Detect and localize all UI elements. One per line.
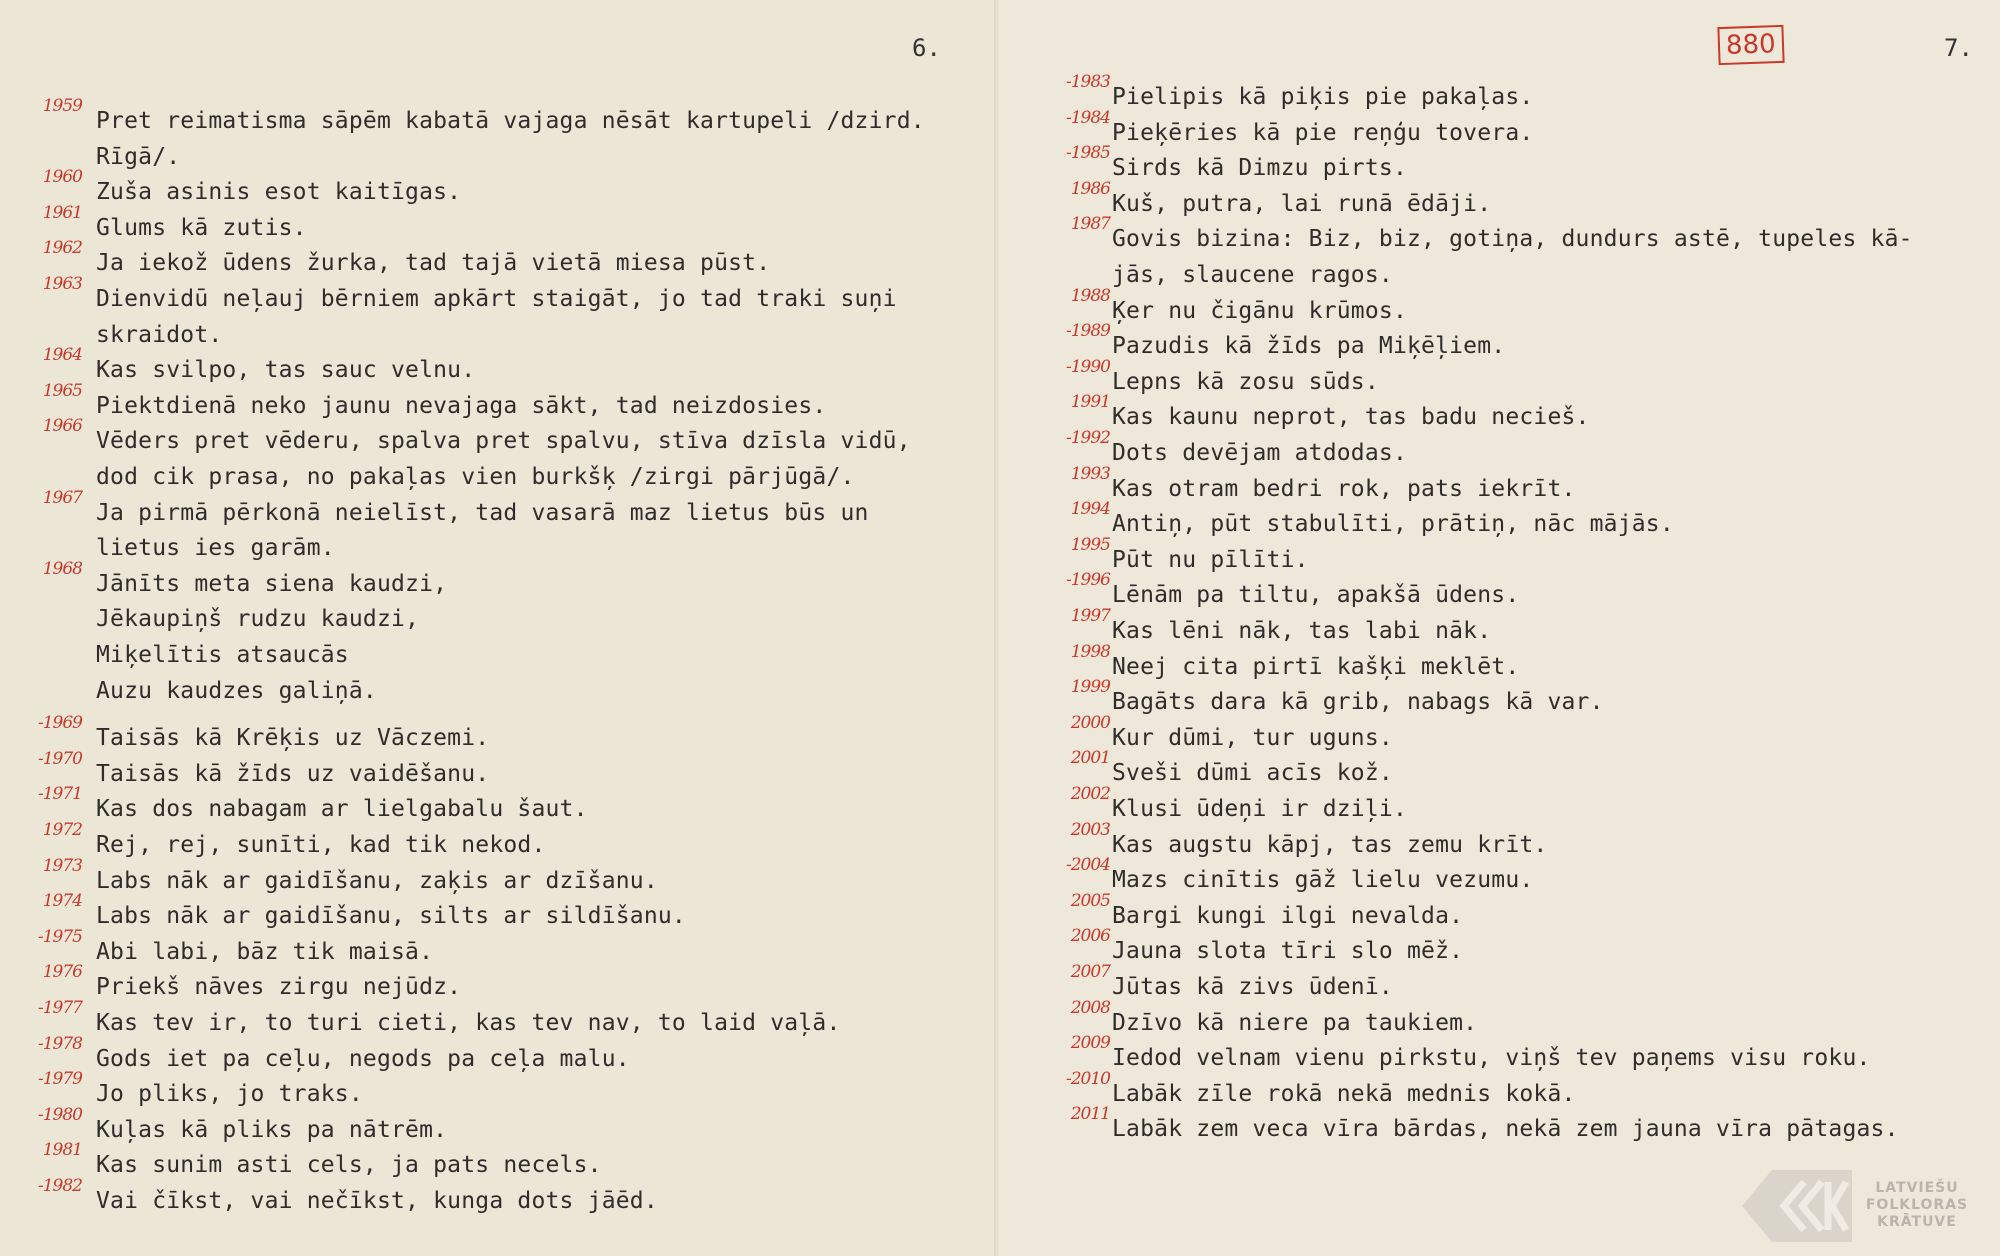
entry-number: 2007 (1070, 962, 1110, 982)
right-page (1000, 0, 2000, 1256)
entry-text-line: Kuš, putra, lai runā ēdāji. (1112, 190, 1492, 217)
entry-text-line: Pielipis kā piķis pie pakaļas. (1112, 84, 1534, 110)
entry-text-line: Kas otram bedri rok, pats iekrīt. (1112, 475, 1576, 502)
entry-text-line: Lepns kā zosu sūds. (1112, 368, 1379, 395)
entry-number: 1999 (1070, 677, 1110, 698)
entry-text-line: Taisās kā žīds uz vaidēšanu. (96, 760, 490, 787)
entry-number: 1959 (42, 96, 82, 116)
entry-number: 2006 (1070, 926, 1110, 947)
entry-text-line: Abi labi, bāz tik maisā. (96, 938, 434, 965)
entry-text-line: Neej cita pirtī kašķi meklēt. (1112, 653, 1520, 680)
entry-number: -1989 (1065, 321, 1110, 342)
entry-text-line: Mazs cinītis gāž lielu vezumu. (1112, 867, 1534, 894)
entry-number: -1971 (37, 784, 82, 805)
entry-number: 1986 (1070, 178, 1110, 199)
entry-text-line: Kas dos nabagam ar lielgabalu šaut. (96, 796, 588, 823)
logo-line: KRĀTUVE (1877, 1214, 1957, 1230)
entry-text-line: Kas augstu kāpj, tas zemu krīt. (1112, 831, 1548, 858)
entry-number: -1996 (1065, 570, 1110, 591)
entry-text-line: Kas lēni nāk, tas labi nāk. (1112, 618, 1492, 644)
entry-text-line: Bagāts dara kā grib, nabags kā var. (1112, 689, 1604, 716)
entry-text-line: Piektdienā neko jaunu nevajaga sākt, tad neizdosies. (96, 392, 827, 419)
entry-number: -1992 (1065, 428, 1110, 448)
entry-text-line: Govis bizina: Biz, biz, gotiņa, dundurs astē, tupeles kā- (1112, 226, 1913, 253)
entry-text-line: Kuļas kā pliks pa nātrēm. (96, 1116, 448, 1143)
entry-text-line: Jo pliks, jo traks. (96, 1081, 363, 1108)
entry-text-line: Auzu kaudzes galiņā. (96, 677, 377, 704)
entry-number: -2010 (1065, 1068, 1110, 1089)
entry-text-line: Miķelītis atsaucās (96, 641, 349, 668)
entry-text-line: Glums kā zutis. (96, 214, 307, 241)
logo-line: LATVIEŠU (1875, 1180, 1959, 1196)
entry-text-line: Pret reimatisma sāpēm kabatā vajaga nēsāt kartupeli /dzird. (96, 108, 925, 134)
entry-number: -1977 (37, 998, 82, 1018)
entry-text-line: Taisās kā Krēķis uz Vāczemi. (96, 725, 490, 752)
entry-number: 1964 (42, 345, 82, 366)
entry-number: -1984 (1065, 107, 1110, 128)
entry-number: 1994 (1070, 499, 1110, 520)
entry-number: -1970 (37, 748, 82, 769)
entry-text-line: Sveši dūmi acīs kož. (1112, 760, 1393, 787)
entry-number: 1991 (1070, 392, 1110, 413)
entry-text-line: Vai čīkst, vai nečīkst, kunga dots jāēd. (96, 1188, 658, 1214)
entry-text-line: Kas tev ir, to turi cieti, kas tev nav, to laid vaļā. (96, 1010, 841, 1036)
lfk-logo-icon (1742, 1170, 1852, 1242)
entry-number: 2008 (1070, 997, 1110, 1018)
entry-text-line: Kas kaunu neprot, tas badu necieš. (1112, 404, 1590, 431)
entry-text-line: Jēkaupiņš rudzu kaudzi, (96, 606, 420, 633)
entry-number: 1965 (42, 380, 82, 401)
entry-text-line: Pūt nu pīlīti. (1112, 546, 1309, 573)
entry-number: 1976 (42, 962, 82, 983)
entry-text-line: Rīgā/. (96, 143, 181, 170)
entry-text-line: Pazudis kā žīds pa Miķēļiem. (1112, 333, 1506, 360)
entry-number: 2009 (1070, 1033, 1110, 1054)
entry-text-line: Ja iekož ūdens žurka, tad tajā vietā miesa pūst. (96, 250, 771, 277)
page-number: 6. (912, 34, 941, 62)
entry-number: -1979 (37, 1069, 82, 1090)
entry-text-line: Klusi ūdeņi ir dziļi. (1112, 796, 1407, 822)
entry-text-line: Ja pirmā pērkonā neielīst, tad vasarā maz lietus būs un (96, 499, 869, 526)
entry-number: 2005 (1070, 890, 1110, 911)
entry-number: 2002 (1070, 784, 1110, 804)
entry-text-line: Kas svilpo, tas sauc velnu. (96, 357, 476, 384)
logo-text (1854, 1180, 1980, 1231)
entry-number: -1980 (37, 1104, 82, 1125)
entry-number: 2000 (1070, 712, 1110, 733)
entry-number: 2011 (1070, 1104, 1110, 1125)
entry-text-line: jās, slaucene ragos. (1112, 261, 1393, 288)
entry-text-line: Sirds kā Dimzu pirts. (1112, 155, 1407, 182)
entry-text-line: Kas sunim asti cels, ja pats necels. (96, 1152, 602, 1179)
entry-number: -1982 (37, 1176, 82, 1196)
entry-text-line: Jūtas kā zivs ūdenī. (1112, 974, 1393, 1000)
entry-text-line: Vēders pret vēderu, spalva pret spalvu, stīva dzīsla vidū, (96, 428, 911, 455)
entry-number: 1973 (42, 855, 82, 876)
entry-number: 1997 (1070, 606, 1110, 626)
entry-number: 1963 (42, 274, 82, 294)
entry-number: 1998 (1070, 641, 1110, 662)
entry-text-line: Rej, rej, sunīti, kad tik nekod. (96, 832, 546, 858)
entry-text-line: Labs nāk ar gaidīšanu, zaķis ar dzīšanu. (96, 867, 658, 894)
entry-number: 1967 (42, 487, 82, 508)
entry-number: 1987 (1070, 214, 1110, 235)
entry-number: 1995 (1070, 534, 1110, 555)
entry-number: 1993 (1070, 463, 1110, 484)
entry-text-line: dod cik prasa, no pakaļas vien burkšķ /zirgi pārjūgā/. (96, 463, 855, 490)
entry-number: -1985 (1065, 143, 1110, 164)
logo-line: FOLKLORAS (1865, 1197, 1969, 1213)
archive-page-number: 880 (1717, 25, 1784, 65)
entry-text-line: Iedod velnam vienu pirkstu, viņš tev paņems visu roku. (1112, 1045, 1871, 1072)
entry-number: -1990 (1065, 356, 1110, 377)
entry-number: 1960 (42, 167, 82, 188)
entry-text-line: Labs nāk ar gaidīšanu, silts ar sildīšanu. (96, 903, 686, 930)
entry-text-line: Antiņ, pūt stabulīti, prātiņ, nāc mājās. (1112, 511, 1674, 538)
entry-text-line: Ķer nu čigānu krūmos. (1112, 297, 1407, 324)
entry-text-line: Lēnām pa tiltu, apakšā ūdens. (1112, 582, 1520, 609)
entry-number: 1962 (42, 238, 82, 259)
entry-number: 1988 (1070, 285, 1110, 306)
entry-text-line: Zuša asinis esot kaitīgas. (96, 179, 462, 206)
entry-text-line: Bargi kungi ilgi nevalda. (1112, 902, 1464, 929)
entry-number: 1981 (42, 1140, 82, 1161)
entry-number: -1975 (37, 926, 82, 947)
entry-number: -1978 (37, 1033, 82, 1054)
entry-number: -1983 (1065, 72, 1110, 92)
entry-number: -2004 (1065, 855, 1110, 876)
entry-number: 2001 (1070, 748, 1110, 769)
entry-text-line: Jānīts meta siena kaudzi, (96, 570, 448, 597)
entry-text-line: Labāk zīle rokā nekā mednis kokā. (1112, 1080, 1576, 1107)
entry-text-line: Dzīvo kā niere pa taukiem. (1112, 1009, 1478, 1036)
entry-text-line: Gods iet pa ceļu, negods pa ceļa malu. (96, 1045, 630, 1072)
entry-number: 1961 (42, 202, 82, 223)
entry-text-line: Labāk zem veca vīra bārdas, nekā zem jauna vīra pātagas. (1112, 1116, 1899, 1143)
entry-number: -1969 (37, 713, 82, 734)
entry-text-line: skraidot. (96, 321, 223, 348)
entry-text-line: Pieķēries kā pie reņģu tovera. (1112, 119, 1534, 146)
entry-text-line: Dienvidū neļauj bērniem apkārt staigāt, jo tad traki suņi (96, 286, 897, 312)
entry-text-line: Dots devējam atdodas. (1112, 440, 1407, 466)
entry-text-line: Jauna slota tīri slo mēž. (1112, 938, 1464, 965)
entry-number: 1968 (42, 558, 82, 579)
archive-logo (1742, 1170, 1980, 1242)
entry-number: 1966 (42, 416, 82, 437)
entry-number: 1972 (42, 820, 82, 840)
entry-text-line: lietus ies garām. (96, 535, 335, 562)
entry-number: 1974 (42, 891, 82, 912)
entry-number: 2003 (1070, 819, 1110, 840)
entry-text-line: Priekš nāves zirgu nejūdz. (96, 974, 462, 1001)
entry-text-line: Kur dūmi, tur uguns. (1112, 724, 1393, 751)
page-number: 7. (1944, 34, 1973, 62)
